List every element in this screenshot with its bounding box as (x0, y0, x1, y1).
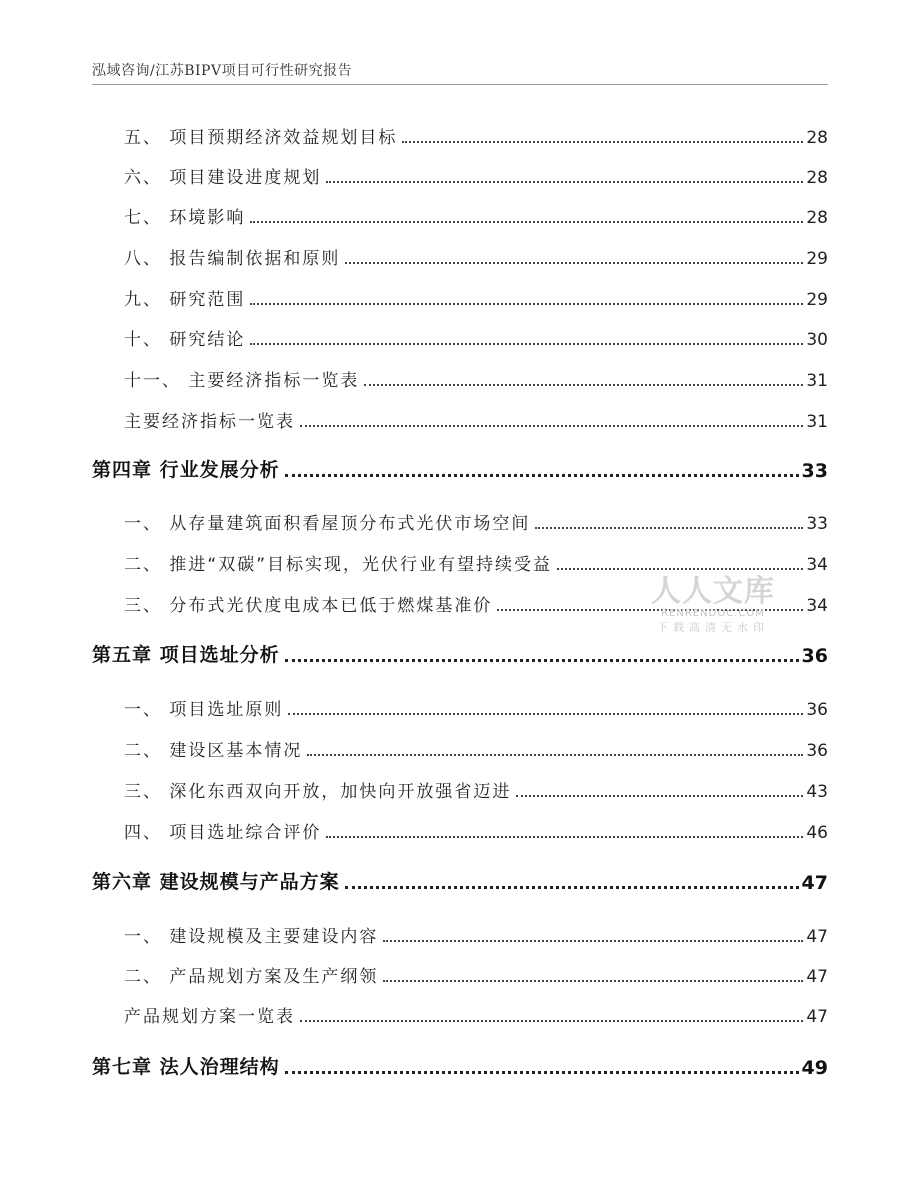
toc-page-number: 36 (806, 741, 828, 761)
toc-page-number: 36 (801, 645, 828, 667)
dot-leader (285, 658, 799, 662)
toc-section-entry[interactable] (124, 408, 828, 432)
toc-page-number: 33 (801, 460, 828, 482)
toc-page-number: 36 (806, 700, 828, 720)
toc-chapter-entry[interactable] (92, 458, 828, 482)
dot-leader (288, 712, 803, 715)
toc-page-number: 28 (806, 128, 828, 148)
dot-leader (326, 180, 803, 183)
toc-page-number: 47 (801, 872, 828, 894)
dot-leader (383, 979, 803, 982)
toc-page-number: 47 (806, 967, 828, 987)
toc-page-number: 46 (806, 823, 828, 843)
toc-entry-label: 产品规划方案一览表 (124, 1007, 295, 1027)
dot-leader (285, 1070, 799, 1074)
dot-leader (250, 220, 803, 223)
toc-section-entry[interactable] (124, 286, 828, 310)
toc-page-number: 31 (806, 371, 828, 391)
toc-entry-label: 二、 推进“双碳”目标实现，光伏行业有望持续受益 (124, 555, 553, 575)
toc-entry-label: 第七章 法人治理结构 (92, 1056, 280, 1078)
toc-entry-label: 第四章 行业发展分析 (92, 459, 280, 481)
toc-entry-label: 二、 产品规划方案及生产纲领 (124, 967, 379, 987)
toc-section-entry[interactable] (124, 124, 828, 148)
dot-leader (383, 939, 803, 942)
dot-leader (345, 261, 803, 264)
dot-leader (250, 342, 803, 345)
toc-entry-label: 主要经济指标一览表 (124, 412, 295, 432)
dot-leader (326, 835, 803, 838)
toc-entry-label: 一、 从存量建筑面积看屋顶分布式光伏市场空间 (124, 514, 531, 534)
watermark (648, 566, 778, 635)
toc-page-number: 47 (806, 927, 828, 947)
toc-page-number: 34 (806, 596, 828, 616)
toc-entry-label: 第五章 项目选址分析 (92, 644, 280, 666)
toc-section-entry[interactable] (124, 367, 828, 391)
toc-section-entry[interactable] (124, 204, 828, 228)
dot-leader (300, 424, 803, 427)
toc-section-entry[interactable] (124, 819, 828, 843)
dot-leader (535, 526, 803, 529)
toc-entry-label: 三、 分布式光伏度电成本已低于燃煤基准价 (124, 596, 493, 616)
toc-chapter-entry[interactable] (92, 870, 828, 894)
toc-entry-label: 六、 项目建设进度规划 (124, 168, 322, 188)
toc-section-entry[interactable] (124, 923, 828, 947)
toc-chapter-entry[interactable] (92, 643, 828, 667)
toc-chapter-entry[interactable] (92, 1055, 828, 1079)
dot-leader (300, 1019, 803, 1022)
dot-leader (402, 140, 803, 143)
toc-page-number: 47 (806, 1007, 828, 1027)
dot-leader (285, 473, 799, 477)
toc-section-entry[interactable] (124, 1003, 828, 1027)
watermark-title: 人人文库 (651, 574, 775, 609)
toc-page-number: 33 (806, 514, 828, 534)
toc-page-number: 49 (801, 1057, 828, 1079)
toc-entry-label: 三、 深化东西双向开放，加快向开放强省迈进 (124, 782, 512, 802)
toc-section-entry[interactable] (124, 245, 828, 269)
toc-page-number: 43 (806, 782, 828, 802)
watermark-url: RENRENDOC.COM (661, 608, 765, 619)
toc-entry-label: 八、 报告编制依据和原则 (124, 249, 341, 269)
dot-leader (345, 885, 799, 889)
toc-page-number: 34 (806, 555, 828, 575)
dot-leader (516, 794, 803, 797)
toc-section-entry[interactable] (124, 737, 828, 761)
toc-page-number: 29 (806, 249, 828, 269)
toc-page-number: 31 (806, 412, 828, 432)
toc-page-number: 28 (806, 208, 828, 228)
toc-page-number: 30 (806, 330, 828, 350)
dot-leader (364, 383, 803, 386)
dot-leader (250, 302, 803, 305)
toc-entry-label: 七、 环境影响 (124, 208, 246, 228)
toc-section-entry[interactable] (124, 164, 828, 188)
toc-entry-label: 一、 项目选址原则 (124, 700, 284, 720)
toc-entry-label: 第六章 建设规模与产品方案 (92, 871, 340, 893)
toc-page-number: 29 (806, 290, 828, 310)
toc-section-entry[interactable] (124, 510, 828, 534)
toc-entry-label: 九、 研究范围 (124, 290, 246, 310)
toc-entry-label: 二、 建设区基本情况 (124, 741, 303, 761)
dot-leader (307, 753, 803, 756)
toc-entry-label: 十、 研究结论 (124, 330, 246, 350)
toc-entry-label: 十一、 主要经济指标一览表 (124, 371, 360, 391)
running-header: 泓域咨询/江苏BIPV项目可行性研究报告 (92, 63, 353, 79)
toc-section-entry[interactable] (124, 963, 828, 987)
toc-entry-label: 一、 建设规模及主要建设内容 (124, 927, 379, 947)
toc-entry-label: 四、 项目选址综合评价 (124, 823, 322, 843)
toc-section-entry[interactable] (124, 778, 828, 802)
toc-section-entry[interactable] (124, 696, 828, 720)
toc-section-entry[interactable] (124, 326, 828, 350)
toc-entry-label: 五、 项目预期经济效益规划目标 (124, 128, 398, 148)
watermark-subtitle: 下载高清无水印 (657, 621, 769, 634)
toc-page-number: 28 (806, 168, 828, 188)
